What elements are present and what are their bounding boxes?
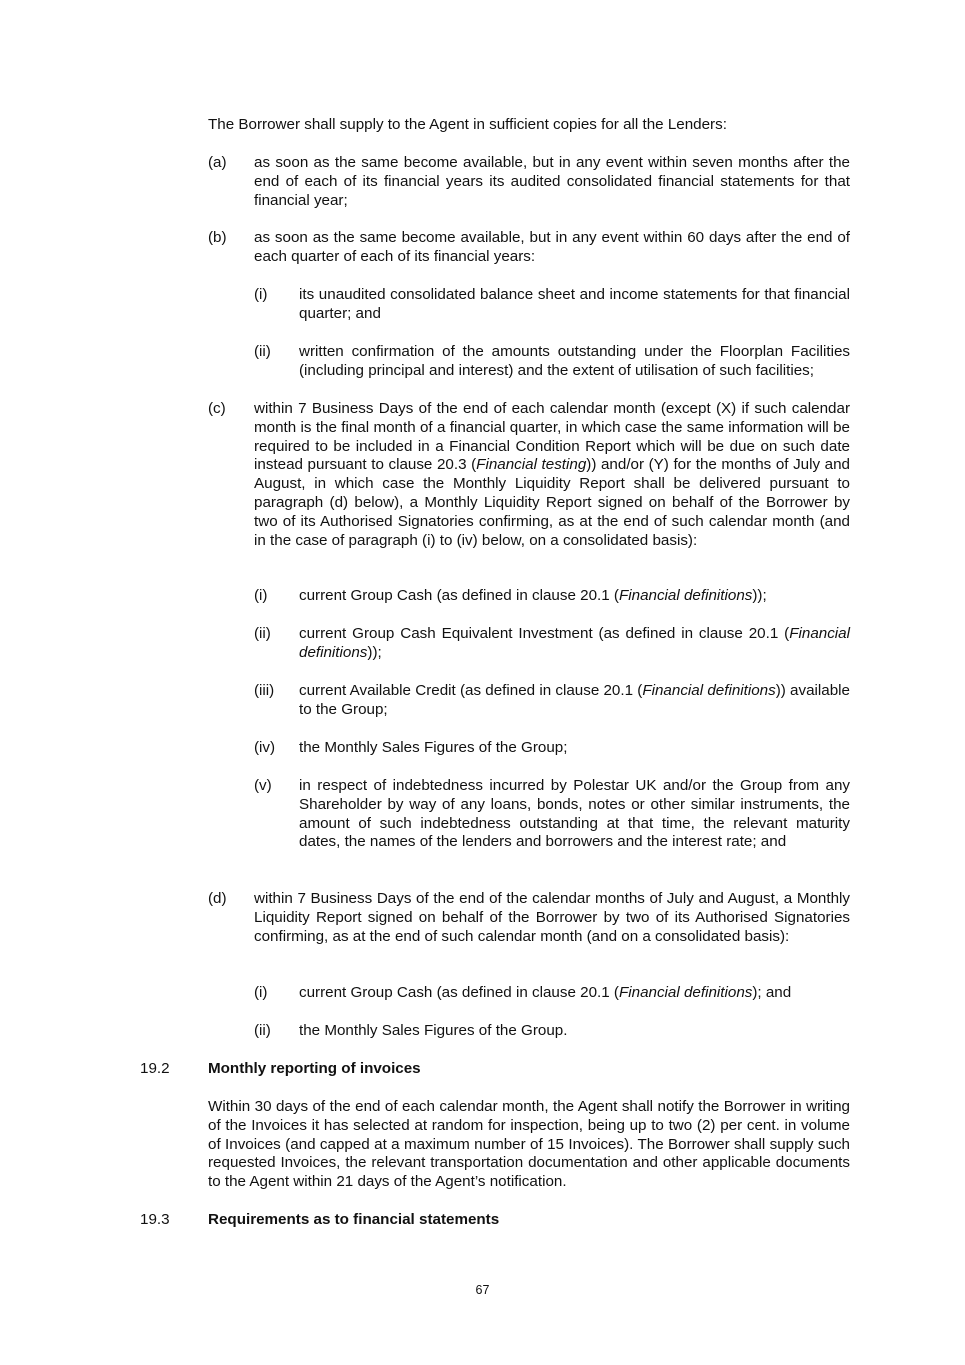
clause-c-iv-number: (iv) [254, 739, 276, 756]
clause-c-v-number: (v) [254, 777, 272, 794]
clause-b-i-number: (i) [254, 286, 268, 303]
section-19-2-body: Within 30 days of the end of each calendar month, the Agent shall notify the Borrower in writing of the Invoices it has selected at random for inspection, being up to two (2) per cent. in volume of Invoices (and capped at a maximum number of 15 Invoices). The Borrower shall supply such requested Invoices, the relevant transportation documentation and other applicable documents to the Agent within 21 days of the Agent’s notification. [208, 1098, 850, 1191]
clause-c-iii-text: current Available Credit (as defined in clause 20.1 (Financial definitions)) available to the Group; [299, 682, 851, 718]
clause-d-ii-text: the Monthly Sales Figures of the Group. [299, 1022, 568, 1039]
clause-d-ii-number: (ii) [254, 1022, 271, 1039]
clause-d-text: within 7 Business Days of the end of the calendar months of July and August, a Monthly Liquidity Report signed on behalf of the Borrower by two of its Authorised Signatories confirming, as at the end of such calendar month (and on a consolidated basis): [254, 890, 850, 945]
clause-b-number: (b) [208, 229, 227, 246]
page-number: 67 [475, 1283, 490, 1297]
clause-b-text: as soon as the same become available, but in any event within 60 days after the end of each quarter of each of its financial years: [254, 229, 850, 265]
clause-b-ii-number: (ii) [254, 343, 271, 360]
clause-c-number: (c) [208, 400, 226, 417]
clause-c-i-text: current Group Cash (as defined in clause 20.1 (Financial definitions)); [299, 587, 767, 604]
clause-a-text: as soon as the same become available, but in any event within seven months after the end of each of its financial years its audited consolidated financial statements for that financial year; [254, 154, 850, 209]
clause-b-i-text: its unaudited consolidated balance sheet and income statements for that financial quarter; and [299, 286, 850, 322]
clause-c-text: within 7 Business Days of the end of each calendar month (except (X) if such calendar month is the final month of a financial quarter, in which case the same information will be required to be included in a Financial Condition Report which will be due on such date instead pursuant to clause 20.3 (Financial testing)) and/or (Y) for the months of July and August, in which case the Monthly Liquidity Report shall be delivered pursuant to paragraph (d) below), a Monthly Liquidity Report signed on behalf of the Borrower by two of its Authorised Signatories confirming, as at the end of such calendar month (and in the case of paragraph (i) to (iv) below, on a consolidated basis): [254, 400, 850, 549]
clause-c-iv-text: the Monthly Sales Figures of the Group; [299, 739, 568, 756]
section-19-2-number: 19.2 [140, 1060, 170, 1077]
clause-d-i-number: (i) [254, 984, 268, 1001]
clause-a-number: (a) [208, 154, 227, 171]
section-19-3-title: Requirements as to financial statements [208, 1211, 500, 1228]
clause-c-ii-number: (ii) [254, 625, 271, 642]
section-19-3-number: 19.3 [140, 1211, 170, 1228]
clause-b-ii-text: written confirmation of the amounts outstanding under the Floorplan Facilities (including principal and interest) and the extent of utilisation of such facilities; [299, 343, 850, 379]
clause-c-i-number: (i) [254, 587, 268, 604]
clause-c-iii-number: (iii) [254, 682, 275, 699]
clause-c-v-text: in respect of indebtedness incurred by Polestar UK and/or the Group from any Shareholder by way of any loans, bonds, notes or other similar instruments, the amount of such indebtedness outstanding at that time, the relevant maturity dates, the names of the lenders and borrowers and the interest rate; and [299, 777, 850, 851]
clause-d-i-text: current Group Cash (as defined in clause 20.1 (Financial definitions); and [299, 984, 792, 1001]
section-19-2-title: Monthly reporting of invoices [208, 1060, 421, 1077]
intro-paragraph: The Borrower shall supply to the Agent in sufficient copies for all the Lenders: [208, 116, 727, 133]
clause-d-number: (d) [208, 890, 227, 907]
clause-c-ii-text: current Group Cash Equivalent Investment (as defined in clause 20.1 (Financial definitions)); [299, 625, 850, 661]
